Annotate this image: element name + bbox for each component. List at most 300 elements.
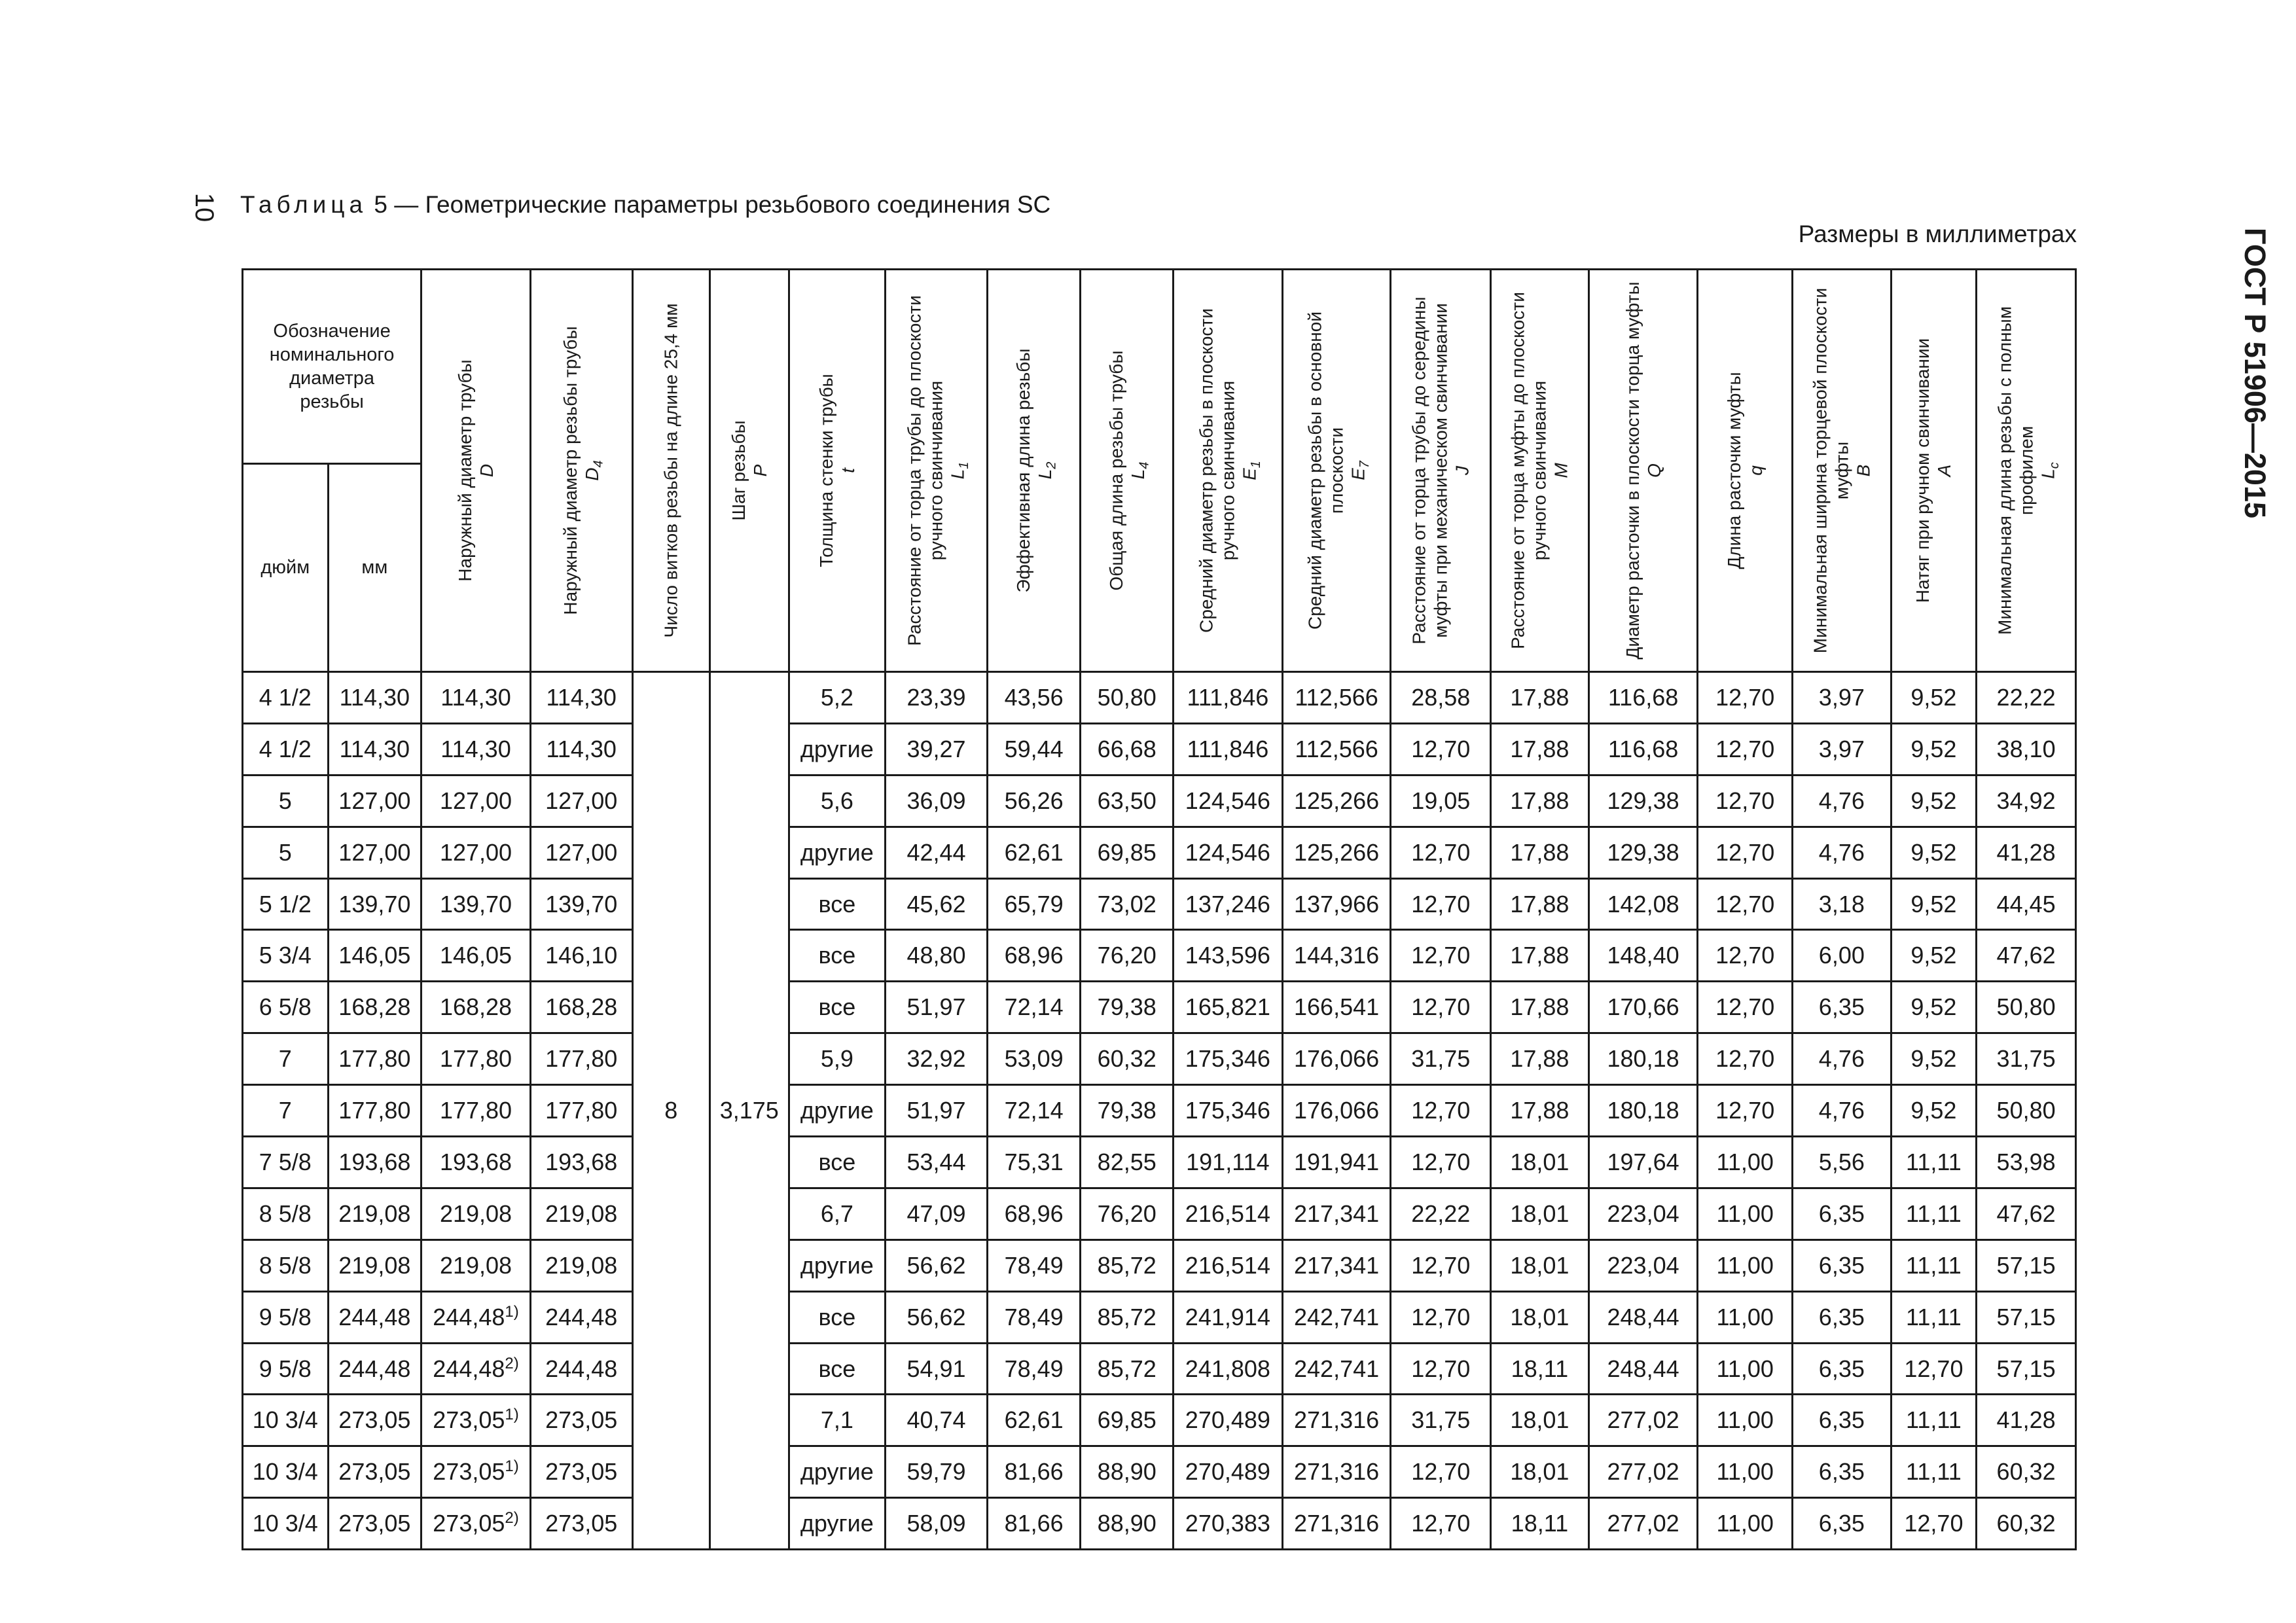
header-col-text-block xyxy=(1304,274,1372,667)
cell-bore-length-q: 11,00 xyxy=(1698,1240,1793,1291)
header-col-symbol xyxy=(1852,274,1874,667)
cell-full-thread-Lc: 22,22 xyxy=(1977,672,2076,724)
cell-value: 168,28 xyxy=(439,993,512,1021)
cell-face-width-B: 3,97 xyxy=(1793,723,1892,775)
cell-full-thread-Lc: 53,98 xyxy=(1977,1137,2076,1188)
header-col-label: Минимальная ширина торцевой плоскости муфты xyxy=(1810,287,1852,654)
header-col-text-block xyxy=(1195,274,1263,667)
cell-thread-outer-diameter: 114,30 xyxy=(530,723,632,775)
header-col-text-block xyxy=(1408,274,1473,667)
cell-value: 219,08 xyxy=(439,1251,512,1279)
cell-standoff-A: 9,52 xyxy=(1891,827,1977,878)
header-col-14 xyxy=(1793,270,1892,672)
header-col-7 xyxy=(1081,270,1174,672)
cell-full-thread-Lc: 50,80 xyxy=(1977,982,2076,1033)
cell-total-length-L4: 85,72 xyxy=(1081,1240,1174,1291)
header-col-symbol xyxy=(1238,274,1263,667)
cell-thread-outer-diameter: 244,48 xyxy=(530,1291,632,1343)
cell-inch: 5 xyxy=(243,827,329,878)
header-col-label: Расстояние от торца муфты до плоскости ручного свинчивания xyxy=(1507,292,1550,649)
cell-pitch-diameter-E7: 271,316 xyxy=(1282,1395,1391,1446)
cell-value: 114,30 xyxy=(440,683,511,711)
cell-inch: 10 3/4 xyxy=(243,1395,329,1446)
cell-dist-J: 12,70 xyxy=(1391,1240,1491,1291)
header-col-symbol-subscript: 4 xyxy=(591,460,606,468)
cell-wall-thickness: 5,6 xyxy=(789,775,886,827)
cell-full-thread-Lc: 60,32 xyxy=(1977,1498,2076,1550)
cell-standoff-A: 9,52 xyxy=(1891,878,1977,930)
cell-mm: 219,08 xyxy=(328,1188,422,1240)
cell-face-width-B: 6,35 xyxy=(1793,1498,1892,1550)
cell-pitch-diameter-E7: 217,341 xyxy=(1282,1240,1391,1291)
cell-wall-thickness: другие xyxy=(789,1498,886,1550)
header-col-symbol-letter: L xyxy=(1127,469,1148,480)
cell-pitch-diameter-E7: 242,741 xyxy=(1282,1291,1391,1343)
cell-mm: 273,05 xyxy=(328,1395,422,1446)
header-col-text-block xyxy=(1994,274,2062,667)
cell-bore-length-q: 12,70 xyxy=(1698,723,1793,775)
cell-pitch-diameter-E7: 112,566 xyxy=(1282,723,1391,775)
cell-total-length-L4: 69,85 xyxy=(1081,827,1174,878)
cell-bore-diameter-Q: 197,64 xyxy=(1588,1137,1698,1188)
cell-bore-diameter-Q: 223,04 xyxy=(1588,1240,1698,1291)
cell-total-length-L4: 76,20 xyxy=(1081,930,1174,982)
cell-total-length-L4: 50,80 xyxy=(1081,672,1174,724)
header-col-label: Расстояние от торца трубы до середины муфты при механическом свинчивании xyxy=(1408,296,1451,645)
cell-wall-thickness: все xyxy=(789,878,886,930)
cell-bore-length-q: 11,00 xyxy=(1698,1343,1793,1395)
header-col-symbol-letter: L xyxy=(2037,469,2058,479)
header-col-symbol xyxy=(837,274,859,667)
cell-standoff-A: 11,11 xyxy=(1891,1137,1977,1188)
cell-pitch-diameter-E1: 111,846 xyxy=(1174,672,1283,724)
cell-dist-J: 12,70 xyxy=(1391,982,1491,1033)
cell-bore-diameter-Q: 248,44 xyxy=(1588,1291,1698,1343)
cell-thread-outer-diameter: 146,10 xyxy=(530,930,632,982)
header-col-5 xyxy=(886,270,988,672)
header-col-symbol-letter: Q xyxy=(1643,463,1664,478)
cell-full-thread-Lc: 57,15 xyxy=(1977,1291,2076,1343)
cell-mm: 146,05 xyxy=(328,930,422,982)
cell-total-length-L4: 85,72 xyxy=(1081,1343,1174,1395)
cell-full-thread-Lc: 44,45 xyxy=(1977,878,2076,930)
cell-wall-thickness: другие xyxy=(789,1240,886,1291)
table-row xyxy=(243,930,2076,982)
header-col-symbol xyxy=(1551,274,1572,667)
header-col-symbol xyxy=(1933,274,1955,667)
cell-mm: 177,80 xyxy=(328,1033,422,1085)
cell-dist-L1: 54,91 xyxy=(886,1343,988,1395)
cell-mm: 127,00 xyxy=(328,827,422,878)
cell-standoff-A: 11,11 xyxy=(1891,1188,1977,1240)
cell-thread-pitch: 3,175 xyxy=(710,672,789,1550)
cell-bore-length-q: 11,00 xyxy=(1698,1188,1793,1240)
cell-effective-length-L2: 65,79 xyxy=(987,878,1081,930)
header-col-symbol xyxy=(2037,274,2062,667)
cell-value: 177,80 xyxy=(439,1097,512,1124)
cell-wall-thickness: 5,9 xyxy=(789,1033,886,1085)
header-col-symbol xyxy=(1348,274,1372,667)
cell-face-width-B: 6,35 xyxy=(1793,982,1892,1033)
cell-effective-length-L2: 78,49 xyxy=(987,1291,1081,1343)
cell-standoff-A: 11,11 xyxy=(1891,1395,1977,1446)
cell-value: 219,08 xyxy=(439,1200,512,1227)
cell-dist-M: 18,01 xyxy=(1491,1291,1589,1343)
cell-bore-length-q: 11,00 xyxy=(1698,1291,1793,1343)
header-col-symbol-letter: L xyxy=(1034,469,1055,480)
header-col-symbol-letter: P xyxy=(749,464,770,477)
cell-standoff-A: 9,52 xyxy=(1891,723,1977,775)
cell-mm: 273,05 xyxy=(328,1498,422,1550)
cell-face-width-B: 4,76 xyxy=(1793,1033,1892,1085)
cell-full-thread-Lc: 31,75 xyxy=(1977,1033,2076,1085)
cell-thread-outer-diameter: 273,05 xyxy=(530,1395,632,1446)
cell-effective-length-L2: 59,44 xyxy=(987,723,1081,775)
cell-thread-outer-diameter: 168,28 xyxy=(530,982,632,1033)
header-col-label: Число витков резьбы на длине 25,4 мм xyxy=(660,303,681,638)
cell-effective-length-L2: 78,49 xyxy=(987,1343,1081,1395)
table-row xyxy=(243,982,2076,1033)
header-col-16 xyxy=(1977,270,2076,672)
cell-effective-length-L2: 56,26 xyxy=(987,775,1081,827)
cell-inch: 4 1/2 xyxy=(243,672,329,724)
cell-standoff-A: 11,11 xyxy=(1891,1240,1977,1291)
cell-face-width-B: 3,97 xyxy=(1793,672,1892,724)
cell-total-length-L4: 63,50 xyxy=(1081,775,1174,827)
cell-bore-length-q: 12,70 xyxy=(1698,930,1793,982)
cell-thread-outer-diameter: 273,05 xyxy=(530,1498,632,1550)
header-col-label: Натяг при ручном свинчивании xyxy=(1912,338,1933,603)
cell-dist-M: 18,11 xyxy=(1491,1343,1589,1395)
table-row xyxy=(243,723,2076,775)
cell-pitch-diameter-E7: 242,741 xyxy=(1282,1343,1391,1395)
cell-pitch-diameter-E1: 241,914 xyxy=(1174,1291,1283,1343)
cell-effective-length-L2: 81,66 xyxy=(987,1498,1081,1550)
cell-thread-outer-diameter: 127,00 xyxy=(530,827,632,878)
cell-pitch-diameter-E7: 125,266 xyxy=(1282,827,1391,878)
table-row xyxy=(243,878,2076,930)
header-col-label: Диаметр расточки в плоскости торца муфты xyxy=(1622,281,1643,660)
cell-dist-L1: 59,79 xyxy=(886,1446,988,1498)
thread-parameters-table xyxy=(242,268,2077,1550)
table-row xyxy=(243,1446,2076,1498)
table-row xyxy=(243,1033,2076,1085)
header-col-text-block xyxy=(904,274,972,667)
cell-bore-length-q: 11,00 xyxy=(1698,1498,1793,1550)
cell-face-width-B: 4,76 xyxy=(1793,1085,1892,1137)
cell-bore-diameter-Q: 129,38 xyxy=(1588,827,1698,878)
cell-mm: 114,30 xyxy=(328,723,422,775)
cell-pitch-diameter-E1: 143,596 xyxy=(1174,930,1283,982)
cell-bore-diameter-Q: 116,68 xyxy=(1588,723,1698,775)
cell-pitch-diameter-E7: 137,966 xyxy=(1282,878,1391,930)
cell-mm: 244,48 xyxy=(328,1291,422,1343)
cell-wall-thickness: другие xyxy=(789,1446,886,1498)
table-row xyxy=(243,1395,2076,1446)
cell-thread-outer-diameter: 177,80 xyxy=(530,1085,632,1137)
cell-full-thread-Lc: 50,80 xyxy=(1977,1085,2076,1137)
header-col-label: Наружный диаметр трубы xyxy=(455,359,475,582)
header-col-symbol-subscript: 1 xyxy=(1248,461,1263,469)
header-col-11 xyxy=(1491,270,1589,672)
header-col-3 xyxy=(710,270,789,672)
cell-dist-J: 12,70 xyxy=(1391,1343,1491,1395)
cell-dist-J: 28,58 xyxy=(1391,672,1491,724)
cell-dist-M: 17,88 xyxy=(1491,982,1589,1033)
cell-standoff-A: 9,52 xyxy=(1891,672,1977,724)
cell-outer-diameter xyxy=(422,930,531,982)
header-col-symbol-letter: t xyxy=(837,468,858,473)
cell-pitch-diameter-E1: 175,346 xyxy=(1174,1085,1283,1137)
footnote-ref: 1) xyxy=(505,1406,519,1424)
cell-pitch-diameter-E1: 270,383 xyxy=(1174,1498,1283,1550)
header-col-symbol-letter: B xyxy=(1853,464,1874,477)
cell-dist-L1: 56,62 xyxy=(886,1240,988,1291)
cell-dist-M: 18,01 xyxy=(1491,1137,1589,1188)
cell-pitch-diameter-E1: 216,514 xyxy=(1174,1240,1283,1291)
cell-bore-length-q: 12,70 xyxy=(1698,878,1793,930)
cell-inch: 10 3/4 xyxy=(243,1446,329,1498)
header-col-symbol-letter: J xyxy=(1452,466,1473,475)
cell-face-width-B: 6,35 xyxy=(1793,1188,1892,1240)
cell-bore-diameter-Q: 277,02 xyxy=(1588,1446,1698,1498)
cell-dist-J: 12,70 xyxy=(1391,878,1491,930)
table-caption-title: 5 — Геометрические параметры резьбового соединения SC xyxy=(367,191,1051,218)
cell-thread-outer-diameter: 127,00 xyxy=(530,775,632,827)
cell-pitch-diameter-E7: 176,066 xyxy=(1282,1085,1391,1137)
header-col-8 xyxy=(1174,270,1283,672)
header-col-label: Средний диаметр резьбы в основной плоскости xyxy=(1304,312,1347,630)
header-col-symbol-letter: E xyxy=(1348,468,1369,480)
cell-dist-J: 12,70 xyxy=(1391,930,1491,982)
cell-dist-M: 17,88 xyxy=(1491,775,1589,827)
cell-pitch-diameter-E1: 241,808 xyxy=(1174,1343,1283,1395)
cell-bore-length-q: 12,70 xyxy=(1698,982,1793,1033)
cell-value: 139,70 xyxy=(439,890,512,918)
header-col-symbol-subscript: 1 xyxy=(957,461,972,469)
cell-inch: 5 3/4 xyxy=(243,930,329,982)
cell-inch: 10 3/4 xyxy=(243,1498,329,1550)
header-col-symbol xyxy=(1643,274,1665,667)
header-col-symbol xyxy=(1745,274,1767,667)
cell-pitch-diameter-E7: 217,341 xyxy=(1282,1188,1391,1240)
header-col-symbol-letter: q xyxy=(1746,465,1767,476)
header-col-0 xyxy=(422,270,531,672)
header-col-4 xyxy=(789,270,886,672)
cell-standoff-A: 9,52 xyxy=(1891,1085,1977,1137)
header-col-label: Средний диаметр резьбы в плоскости ручного свинчивания xyxy=(1196,308,1238,633)
header-col-symbol-subscript: c xyxy=(2047,462,2062,469)
cell-value: 193,68 xyxy=(439,1148,512,1175)
cell-face-width-B: 3,18 xyxy=(1793,878,1892,930)
cell-inch: 8 5/8 xyxy=(243,1188,329,1240)
header-col-label: Расстояние от торца трубы до плоскости ручного свинчивания xyxy=(904,295,946,646)
cell-wall-thickness: другие xyxy=(789,827,886,878)
table-row xyxy=(243,1137,2076,1188)
cell-value: 146,05 xyxy=(439,942,512,969)
cell-pitch-diameter-E1: 175,346 xyxy=(1174,1033,1283,1085)
cell-pitch-diameter-E7: 176,066 xyxy=(1282,1033,1391,1085)
cell-dist-L1: 51,97 xyxy=(886,1085,988,1137)
cell-pitch-diameter-E1: 111,846 xyxy=(1174,723,1283,775)
table-row xyxy=(243,672,2076,724)
cell-wall-thickness: все xyxy=(789,1137,886,1188)
cell-face-width-B: 6,35 xyxy=(1793,1240,1892,1291)
cell-total-length-L4: 76,20 xyxy=(1081,1188,1174,1240)
cell-standoff-A: 9,52 xyxy=(1891,930,1977,982)
header-col-symbol xyxy=(1127,274,1152,667)
cell-inch: 9 5/8 xyxy=(243,1343,329,1395)
cell-total-length-L4: 82,55 xyxy=(1081,1137,1174,1188)
cell-dist-L1: 42,44 xyxy=(886,827,988,878)
footnote-ref: 1) xyxy=(505,1457,519,1476)
header-col-1 xyxy=(530,270,632,672)
cell-thread-outer-diameter: 219,08 xyxy=(530,1240,632,1291)
cell-pitch-diameter-E1: 124,546 xyxy=(1174,775,1283,827)
cell-outer-diameter xyxy=(422,672,531,724)
header-col-text-block xyxy=(454,274,497,667)
cell-inch: 4 1/2 xyxy=(243,723,329,775)
cell-effective-length-L2: 78,49 xyxy=(987,1240,1081,1291)
cell-bore-diameter-Q: 180,18 xyxy=(1588,1085,1698,1137)
cell-dist-J: 19,05 xyxy=(1391,775,1491,827)
cell-full-thread-Lc: 60,32 xyxy=(1977,1446,2076,1498)
cell-dist-L1: 36,09 xyxy=(886,775,988,827)
cell-dist-L1: 32,92 xyxy=(886,1033,988,1085)
cell-wall-thickness: все xyxy=(789,982,886,1033)
cell-wall-thickness: все xyxy=(789,930,886,982)
cell-bore-diameter-Q: 277,02 xyxy=(1588,1498,1698,1550)
cell-dist-M: 18,01 xyxy=(1491,1240,1589,1291)
cell-outer-diameter xyxy=(422,1343,531,1395)
header-col-6 xyxy=(987,270,1081,672)
header-col-symbol-subscript: 2 xyxy=(1044,461,1059,469)
cell-mm: 177,80 xyxy=(328,1085,422,1137)
cell-dist-J: 12,70 xyxy=(1391,1291,1491,1343)
cell-outer-diameter xyxy=(422,775,531,827)
header-col-label: Минимальная длина резьбы с полным профилем xyxy=(1994,306,2037,635)
header-inch: дюйм xyxy=(243,464,329,672)
cell-full-thread-Lc: 57,15 xyxy=(1977,1240,2076,1291)
cell-dist-J: 12,70 xyxy=(1391,827,1491,878)
table-row xyxy=(243,1085,2076,1137)
cell-full-thread-Lc: 34,92 xyxy=(1977,775,2076,827)
header-col-symbol xyxy=(1034,274,1059,667)
cell-bore-diameter-Q: 277,02 xyxy=(1588,1395,1698,1446)
cell-dist-L1: 51,97 xyxy=(886,982,988,1033)
cell-bore-diameter-Q: 129,38 xyxy=(1588,775,1698,827)
cell-pitch-diameter-E1: 270,489 xyxy=(1174,1395,1283,1446)
cell-thread-outer-diameter: 139,70 xyxy=(530,878,632,930)
cell-total-length-L4: 69,85 xyxy=(1081,1395,1174,1446)
header-col-symbol xyxy=(476,274,497,667)
cell-dist-M: 17,88 xyxy=(1491,1085,1589,1137)
cell-outer-diameter xyxy=(422,1188,531,1240)
header-col-symbol-subscript: 7 xyxy=(1357,461,1372,469)
cell-value: 273,05 xyxy=(433,1458,505,1486)
cell-mm: 139,70 xyxy=(328,878,422,930)
header-col-text-block xyxy=(728,274,771,667)
cell-effective-length-L2: 75,31 xyxy=(987,1137,1081,1188)
cell-mm: 273,05 xyxy=(328,1446,422,1498)
footnote-ref: 1) xyxy=(505,1302,519,1321)
cell-bore-diameter-Q: 142,08 xyxy=(1588,878,1698,930)
cell-full-thread-Lc: 41,28 xyxy=(1977,1395,2076,1446)
header-col-12 xyxy=(1588,270,1698,672)
cell-mm: 244,48 xyxy=(328,1343,422,1395)
cell-dist-L1: 40,74 xyxy=(886,1395,988,1446)
cell-dist-J: 12,70 xyxy=(1391,1137,1491,1188)
cell-effective-length-L2: 68,96 xyxy=(987,1188,1081,1240)
cell-face-width-B: 6,00 xyxy=(1793,930,1892,982)
cell-inch: 7 xyxy=(243,1085,329,1137)
cell-outer-diameter xyxy=(422,1498,531,1550)
cell-dist-M: 18,01 xyxy=(1491,1395,1589,1446)
cell-pitch-diameter-E7: 166,541 xyxy=(1282,982,1391,1033)
header-col-text-block xyxy=(660,274,682,667)
header-col-text-block xyxy=(1507,274,1572,667)
cell-pitch-diameter-E7: 271,316 xyxy=(1282,1446,1391,1498)
header-col-symbol-letter: L xyxy=(947,469,968,480)
cell-bore-length-q: 12,70 xyxy=(1698,775,1793,827)
cell-outer-diameter xyxy=(422,1395,531,1446)
header-col-symbol-letter: M xyxy=(1551,463,1571,478)
cell-mm: 127,00 xyxy=(328,775,422,827)
cell-dist-M: 17,88 xyxy=(1491,723,1589,775)
cell-standoff-A: 9,52 xyxy=(1891,982,1977,1033)
cell-inch: 7 5/8 xyxy=(243,1137,329,1188)
cell-thread-outer-diameter: 114,30 xyxy=(530,672,632,724)
cell-dist-L1: 58,09 xyxy=(886,1498,988,1550)
cell-face-width-B: 4,76 xyxy=(1793,775,1892,827)
cell-outer-diameter xyxy=(422,723,531,775)
table-caption-label: Таблица xyxy=(240,191,368,218)
table-row xyxy=(243,1240,2076,1291)
header-col-label: Толщина стенки трубы xyxy=(816,374,836,567)
cell-face-width-B: 6,35 xyxy=(1793,1446,1892,1498)
cell-dist-M: 18,01 xyxy=(1491,1188,1589,1240)
header-col-symbol xyxy=(749,274,771,667)
cell-outer-diameter xyxy=(422,878,531,930)
cell-dist-L1: 56,62 xyxy=(886,1291,988,1343)
table-row xyxy=(243,1291,2076,1343)
cell-pitch-diameter-E7: 191,941 xyxy=(1282,1137,1391,1188)
cell-dist-M: 17,88 xyxy=(1491,827,1589,878)
cell-thread-outer-diameter: 177,80 xyxy=(530,1033,632,1085)
cell-face-width-B: 6,35 xyxy=(1793,1291,1892,1343)
cell-pitch-diameter-E1: 165,821 xyxy=(1174,982,1283,1033)
header-col-symbol xyxy=(581,274,606,667)
cell-bore-length-q: 12,70 xyxy=(1698,827,1793,878)
cell-bore-length-q: 12,70 xyxy=(1698,672,1793,724)
standard-code: ГОСТ Р 51906—2015 xyxy=(2238,227,2272,519)
header-col-13 xyxy=(1698,270,1793,672)
header-col-text-block xyxy=(1013,274,1059,667)
cell-dist-J: 31,75 xyxy=(1391,1395,1491,1446)
cell-standoff-A: 11,11 xyxy=(1891,1291,1977,1343)
header-col-label: Эффективная длина резьбы xyxy=(1013,348,1033,593)
cell-thread-outer-diameter: 244,48 xyxy=(530,1343,632,1395)
cell-value: 114,30 xyxy=(440,735,511,762)
cell-bore-diameter-Q: 116,68 xyxy=(1588,672,1698,724)
cell-effective-length-L2: 43,56 xyxy=(987,672,1081,724)
table-row xyxy=(243,1188,2076,1240)
cell-effective-length-L2: 81,66 xyxy=(987,1446,1081,1498)
cell-face-width-B: 6,35 xyxy=(1793,1343,1892,1395)
cell-pitch-diameter-E7: 144,316 xyxy=(1282,930,1391,982)
cell-dist-M: 17,88 xyxy=(1491,878,1589,930)
cell-inch: 5 xyxy=(243,775,329,827)
